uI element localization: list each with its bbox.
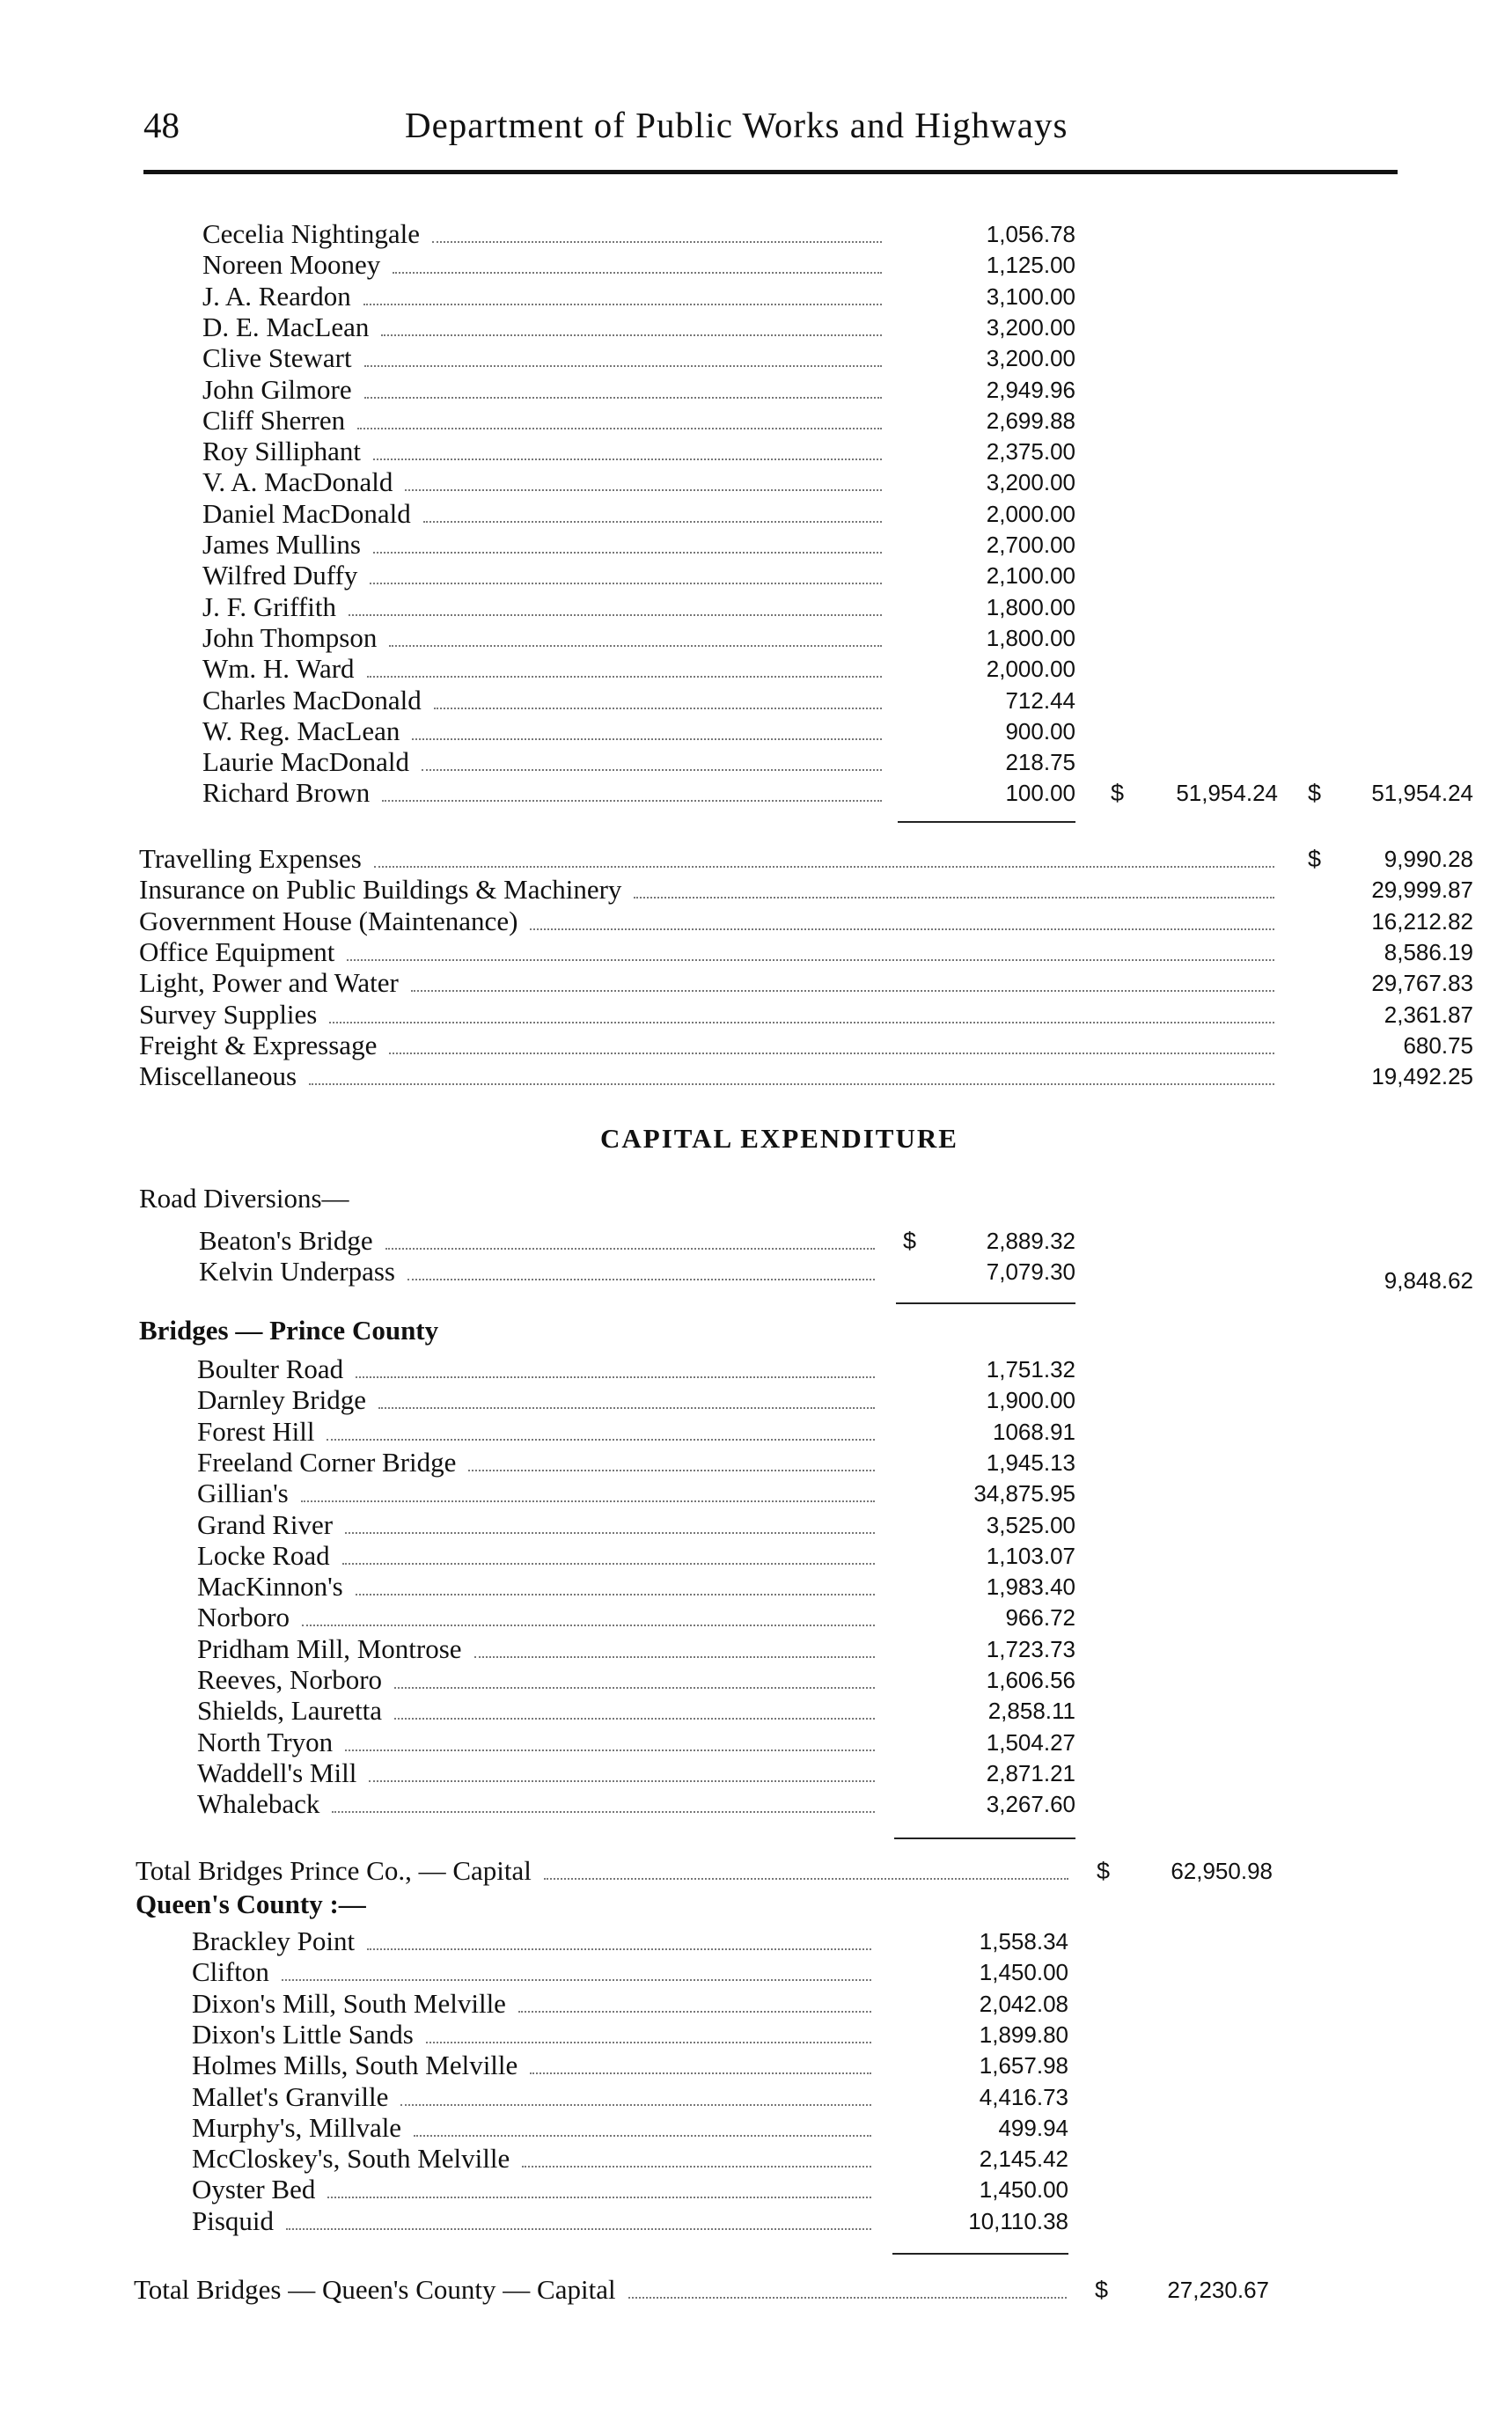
salary-row-amount: 218.75 <box>1005 749 1075 776</box>
salary-row-label: Noreen Mooney <box>202 249 381 281</box>
road-diversion-row <box>0 1256 1512 1295</box>
dollar-sign: $ <box>1097 1858 1111 1884</box>
prince-bridge-row-label: Forest Hill <box>197 1415 315 1447</box>
dot-leader <box>411 967 1274 999</box>
dollar-sign: $ <box>903 1228 917 1254</box>
salary-row-amount: 1,800.00 <box>986 624 1075 651</box>
queens-bridge-row <box>0 2174 1512 2205</box>
salary-row-amount: 2,949.96 <box>986 376 1075 403</box>
prince-bridge-row-label: Gillian's <box>197 1478 289 1509</box>
expense-row <box>0 936 1512 968</box>
salary-row-label: Richard Brown <box>202 777 371 809</box>
queens-total-row <box>0 2274 1512 2306</box>
salary-row-amount: 2,700.00 <box>986 532 1075 558</box>
salary-row <box>0 498 1512 530</box>
dot-leader <box>407 1256 875 1287</box>
dot-leader <box>345 1509 875 1541</box>
prince-bridge-row-amount: 2,858.11 <box>987 1698 1075 1725</box>
expense-row-amount: 9,990.28 <box>1384 846 1473 872</box>
queens-bridge-row <box>0 2050 1512 2081</box>
dot-leader <box>378 1384 875 1416</box>
prince-bridge-row-label: Shields, Lauretta <box>197 1695 383 1727</box>
salary-row-label: John Gilmore <box>202 373 352 405</box>
prince-bridge-row <box>0 1602 1512 1633</box>
dot-leader <box>332 1788 875 1820</box>
salary-row-label: Wm. H. Ward <box>202 653 355 685</box>
dot-leader <box>301 1478 875 1509</box>
salary-row-label: J. A. Reardon <box>202 280 351 312</box>
dot-leader <box>364 342 882 374</box>
expense-row <box>0 967 1512 999</box>
prince-bridge-row-amount: 1,103.07 <box>986 1542 1075 1569</box>
prince-bridge-row-label: Pridham Mill, Montrose <box>197 1632 462 1664</box>
dot-leader <box>357 405 882 436</box>
salary-row-label: J. F. Griffith <box>202 590 336 622</box>
bridges-prince-county-label: Bridges — Prince County <box>139 1315 439 1346</box>
salary-row-label: Charles MacDonald <box>202 684 422 715</box>
salary-row-amount: 2,100.00 <box>986 562 1075 590</box>
dot-leader <box>367 1926 871 1957</box>
dot-leader <box>530 906 1274 937</box>
dot-leader <box>634 874 1274 906</box>
road-diversions-sum-rule <box>896 1302 1075 1304</box>
prince-bridge-row-amount: 2,871.21 <box>986 1759 1075 1786</box>
salary-row-amount: 2,375.00 <box>986 438 1075 466</box>
dollar-sign: $ <box>1308 780 1322 807</box>
prince-bridge-row-amount: 966.72 <box>1005 1604 1075 1632</box>
prince-bridge-row <box>0 1447 1512 1478</box>
queens-bridge-row-amount: 499.94 <box>998 2114 1068 2141</box>
prince-bridge-row <box>0 1695 1512 1727</box>
dot-leader <box>327 1416 875 1448</box>
dot-leader <box>382 777 882 809</box>
prince-bridge-row <box>0 1509 1512 1541</box>
salary-row <box>0 777 1512 809</box>
dot-leader <box>405 466 882 498</box>
prince-bridge-row-amount: 1,723.73 <box>986 1635 1075 1662</box>
expense-row <box>0 999 1512 1031</box>
dot-leader <box>327 2174 871 2205</box>
queens-bridge-row-label: Dixon's Mill, South Melville <box>192 1987 506 2019</box>
salary-row-label: Cliff Sherren <box>202 404 346 436</box>
queens-bridge-row-amount: 2,145.42 <box>979 2146 1068 2173</box>
expense-row <box>0 1060 1512 1092</box>
salary-row-label: John Thompson <box>202 621 378 653</box>
queens-bridge-row <box>0 2205 1512 2237</box>
dot-leader <box>367 653 882 685</box>
prince-bridge-row <box>0 1416 1512 1448</box>
queens-bridge-row-amount: 1,899.80 <box>979 2021 1068 2048</box>
dot-leader <box>522 2143 871 2175</box>
salary-row-amount: 3,200.00 <box>986 469 1075 496</box>
dot-leader <box>347 936 1274 968</box>
salary-row-amount: 712.44 <box>1005 686 1075 714</box>
salary-row-label: Wilfred Duffy <box>202 560 358 591</box>
queens-bridge-row-label: Holmes Mills, South Melville <box>192 2050 518 2081</box>
expense-row <box>0 874 1512 906</box>
queens-bridge-row <box>0 2143 1512 2175</box>
dot-leader <box>394 1664 875 1696</box>
queens-sum-rule <box>892 2253 1068 2255</box>
prince-bridge-row <box>0 1757 1512 1789</box>
queens-bridge-row <box>0 2112 1512 2144</box>
salary-row-amount: 3,100.00 <box>986 282 1075 310</box>
expense-row <box>0 843 1512 875</box>
salary-row-amount: 900.00 <box>1005 717 1075 745</box>
salary-row-label: V. A. MacDonald <box>202 466 393 498</box>
salary-row-label: D. E. MacLean <box>202 311 370 342</box>
salary-row <box>0 715 1512 747</box>
prince-bridge-row-label: Locke Road <box>197 1539 330 1571</box>
prince-bridge-row-amount: 1,606.56 <box>986 1667 1075 1693</box>
prince-bridge-row-label: Grand River <box>197 1508 334 1540</box>
queens-bridge-row-label: Murphy's, Millvale <box>192 2111 402 2143</box>
dot-leader <box>385 1225 875 1257</box>
queens-total-row-amount: 27,230.67 <box>1167 2277 1269 2303</box>
prince-bridge-row <box>0 1664 1512 1696</box>
dot-leader <box>342 1540 875 1572</box>
queens-bridge-row <box>0 1988 1512 2020</box>
salary-row-label: Daniel MacDonald <box>202 497 411 529</box>
expense-row-amount: 680.75 <box>1403 1031 1473 1059</box>
page-header <box>0 104 1512 165</box>
dot-leader <box>345 1727 875 1758</box>
prince-total-row <box>0 1855 1512 1887</box>
salary-row <box>0 746 1512 778</box>
prince-bridge-row-label: Reeves, Norboro <box>197 1664 383 1695</box>
queens-bridge-row-amount: 1,657.98 <box>979 2052 1068 2080</box>
road-diversions-total: 9,848.62 <box>1384 1267 1473 1295</box>
salary-row <box>0 405 1512 436</box>
queens-bridge-row-amount: 1,450.00 <box>979 2176 1068 2204</box>
prince-bridge-row-label: Norboro <box>197 1602 290 1633</box>
dot-leader <box>349 591 882 623</box>
prince-bridge-row <box>0 1571 1512 1603</box>
queens-bridge-row-amount: 2,042.08 <box>979 1990 1068 2017</box>
expense-row-amount: 16,212.82 <box>1371 907 1473 935</box>
prince-bridge-row <box>0 1540 1512 1572</box>
salary-row <box>0 653 1512 685</box>
dot-leader <box>286 2205 871 2237</box>
dot-leader <box>426 2019 871 2050</box>
prince-bridge-row-label: MacKinnon's <box>197 1571 343 1603</box>
queens-bridge-row-label: Oyster Bed <box>192 2174 316 2205</box>
expense-row-label: Government House (Maintenance) <box>139 905 518 936</box>
expense-row-amount: 19,492.25 <box>1371 1063 1473 1090</box>
dot-leader <box>394 1695 875 1727</box>
prince-bridge-row-amount: 1,900.00 <box>986 1387 1075 1414</box>
expense-row-label: Travelling Expenses <box>139 843 362 874</box>
salary-row-amount: 2,000.00 <box>986 656 1075 683</box>
prince-bridge-row-label: Boulter Road <box>197 1353 344 1384</box>
header-rule <box>143 170 1398 174</box>
dollar-sign: $ <box>1111 780 1125 807</box>
queens-bridge-row <box>0 2019 1512 2050</box>
dot-leader <box>474 1633 875 1665</box>
dot-leader <box>414 2112 871 2144</box>
salary-row <box>0 685 1512 716</box>
salary-row-label: Cecelia Nightingale <box>202 218 421 249</box>
queens-total-row-label: Total Bridges — Queen's County — Capital <box>134 2274 616 2305</box>
road-diversion-row <box>0 1225 1512 1257</box>
dot-leader <box>400 2081 871 2113</box>
prince-bridge-row-amount: 1,945.13 <box>986 1449 1075 1476</box>
dot-leader <box>309 1060 1274 1092</box>
dot-leader <box>423 498 882 530</box>
expense-row-label: Light, Power and Water <box>139 967 399 999</box>
salary-row <box>0 342 1512 374</box>
expense-row-amount: 29,999.87 <box>1371 877 1473 904</box>
expense-row-amount: 8,586.19 <box>1384 938 1473 965</box>
salary-row-amount: 1,125.00 <box>986 252 1075 279</box>
prince-bridge-row-amount: 1,983.40 <box>986 1573 1075 1601</box>
salary-row-label: Roy Silliphant <box>202 436 361 467</box>
dollar-sign: $ <box>1095 2277 1109 2303</box>
expense-row-label: Miscellaneous <box>139 1060 297 1092</box>
prince-total-row-amount: 62,950.98 <box>1171 1858 1273 1884</box>
page-title: Department of Public Works and Highways <box>405 105 1068 145</box>
dot-leader <box>364 374 882 406</box>
salary-row-label: Clive Stewart <box>202 342 352 374</box>
salary-row <box>0 374 1512 406</box>
prince-bridge-row-amount: 1,751.32 <box>986 1356 1075 1383</box>
prince-bridge-row-amount: 1068.91 <box>993 1418 1075 1445</box>
queens-bridge-row-label: Clifton <box>192 1956 269 1988</box>
salary-row <box>0 466 1512 498</box>
prince-bridge-row-amount: 34,875.95 <box>973 1480 1075 1507</box>
dot-leader <box>370 560 882 591</box>
salary-row-amount: 1,056.78 <box>986 221 1075 247</box>
dot-leader <box>432 218 882 250</box>
dot-leader <box>302 1602 875 1633</box>
dot-leader <box>422 746 882 778</box>
capital-expenditure-heading: CAPITAL EXPENDITURE <box>600 1123 958 1154</box>
prince-bridge-row <box>0 1727 1512 1758</box>
salaries-subtotal: 51,954.24 <box>1176 780 1278 807</box>
prince-bridge-row-amount: 3,525.00 <box>986 1511 1075 1538</box>
prince-bridge-row-label: Waddell's Mill <box>197 1757 357 1788</box>
expense-row-amount: 2,361.87 <box>1384 1001 1473 1028</box>
prince-bridge-row <box>0 1353 1512 1385</box>
salary-row <box>0 281 1512 312</box>
dot-leader <box>363 281 882 312</box>
prince-total-row-label: Total Bridges Prince Co., — Capital <box>136 1855 532 1886</box>
prince-bridge-row <box>0 1384 1512 1416</box>
expense-row <box>0 906 1512 937</box>
salary-row <box>0 218 1512 250</box>
dot-leader <box>373 436 882 467</box>
salary-row-amount: 3,200.00 <box>986 345 1075 372</box>
prince-bridge-row-amount: 3,267.60 <box>986 1791 1075 1818</box>
dot-leader <box>393 249 882 281</box>
prince-bridge-row-label: Darnley Bridge <box>197 1384 366 1416</box>
road-diversion-row-amount: 7,079.30 <box>986 1258 1075 1286</box>
prince-bridge-row-label: Whaleback <box>197 1788 320 1820</box>
queens-bridge-row-label: Dixon's Little Sands <box>192 2018 414 2050</box>
expense-row <box>0 1030 1512 1061</box>
road-diversions-label: Road Diversions— <box>139 1183 349 1214</box>
dot-leader <box>369 1757 875 1789</box>
salary-row-amount: 1,800.00 <box>986 593 1075 620</box>
dot-leader <box>356 1353 875 1385</box>
dot-leader <box>282 1956 871 1988</box>
prince-sum-rule <box>894 1838 1075 1839</box>
road-diversion-row-amount: 2,889.32 <box>986 1228 1075 1254</box>
salary-row-amount: 100.00 <box>1005 780 1075 807</box>
salary-row <box>0 249 1512 281</box>
salaries-total: 51,954.24 <box>1371 780 1473 807</box>
expense-row-label: Freight & Expressage <box>139 1029 378 1060</box>
prince-bridge-row <box>0 1478 1512 1509</box>
queens-bridge-row-label: Brackley Point <box>192 1926 356 1956</box>
salary-row <box>0 560 1512 591</box>
dot-leader <box>374 843 1274 875</box>
dot-leader <box>518 1988 871 2020</box>
prince-bridge-row-label: North Tryon <box>197 1726 334 1757</box>
dot-leader <box>530 2050 871 2081</box>
dot-leader <box>412 715 882 747</box>
queens-bridge-row-label: Mallet's Granville <box>192 2080 389 2112</box>
page-number: 48 <box>143 105 180 145</box>
queens-bridge-row <box>0 1956 1512 1988</box>
salary-row <box>0 622 1512 654</box>
prince-bridge-row-label: Freeland Corner Bridge <box>197 1446 457 1478</box>
salary-row <box>0 436 1512 467</box>
salary-row-amount: 3,200.00 <box>986 313 1075 341</box>
queens-bridge-row-amount: 10,110.38 <box>968 2207 1068 2234</box>
prince-bridge-row-amount: 1,504.27 <box>986 1728 1075 1756</box>
queens-bridge-row-label: McCloskey's, South Melville <box>192 2143 510 2175</box>
road-diversion-row-label: Kelvin Underpass <box>199 1256 395 1287</box>
dot-leader <box>373 529 882 561</box>
queens-bridge-row <box>0 2081 1512 2113</box>
salary-row-label: Laurie MacDonald <box>202 746 409 778</box>
salary-row <box>0 591 1512 623</box>
prince-bridge-row <box>0 1788 1512 1820</box>
expense-row-label: Insurance on Public Buildings & Machinery <box>139 874 622 906</box>
expense-row-label: Survey Supplies <box>139 998 318 1030</box>
expense-row-label: Office Equipment <box>139 935 335 967</box>
dot-leader <box>389 1030 1274 1061</box>
dot-leader <box>356 1571 875 1603</box>
queens-bridge-row-amount: 4,416.73 <box>979 2083 1068 2110</box>
queens-bridge-row-amount: 1,558.34 <box>979 1928 1068 1955</box>
dot-leader <box>329 999 1274 1031</box>
queens-bridge-row-amount: 1,450.00 <box>979 1959 1068 1986</box>
dot-leader <box>389 622 882 654</box>
dollar-sign: $ <box>1308 846 1322 872</box>
queens-county-label: Queen's County :— <box>136 1889 366 1919</box>
salary-row <box>0 312 1512 343</box>
dot-leader <box>434 685 882 716</box>
queens-bridge-row <box>0 1926 1512 1957</box>
dot-leader <box>381 312 882 343</box>
dot-leader <box>468 1447 875 1478</box>
salary-row-label: W. Reg. MacLean <box>202 715 400 746</box>
dot-leader <box>544 1855 1068 1887</box>
salaries-sum-rule <box>898 821 1075 823</box>
salary-row-amount: 2,000.00 <box>986 500 1075 527</box>
queens-bridge-row-label: Pisquid <box>192 2204 275 2236</box>
salary-row-amount: 2,699.88 <box>986 407 1075 434</box>
salary-row-label: James Mullins <box>202 529 361 560</box>
road-diversion-row-label: Beaton's Bridge <box>199 1225 373 1256</box>
prince-bridge-row <box>0 1633 1512 1665</box>
expense-row-amount: 29,767.83 <box>1371 970 1473 997</box>
dot-leader <box>628 2274 1067 2306</box>
salary-row <box>0 529 1512 561</box>
